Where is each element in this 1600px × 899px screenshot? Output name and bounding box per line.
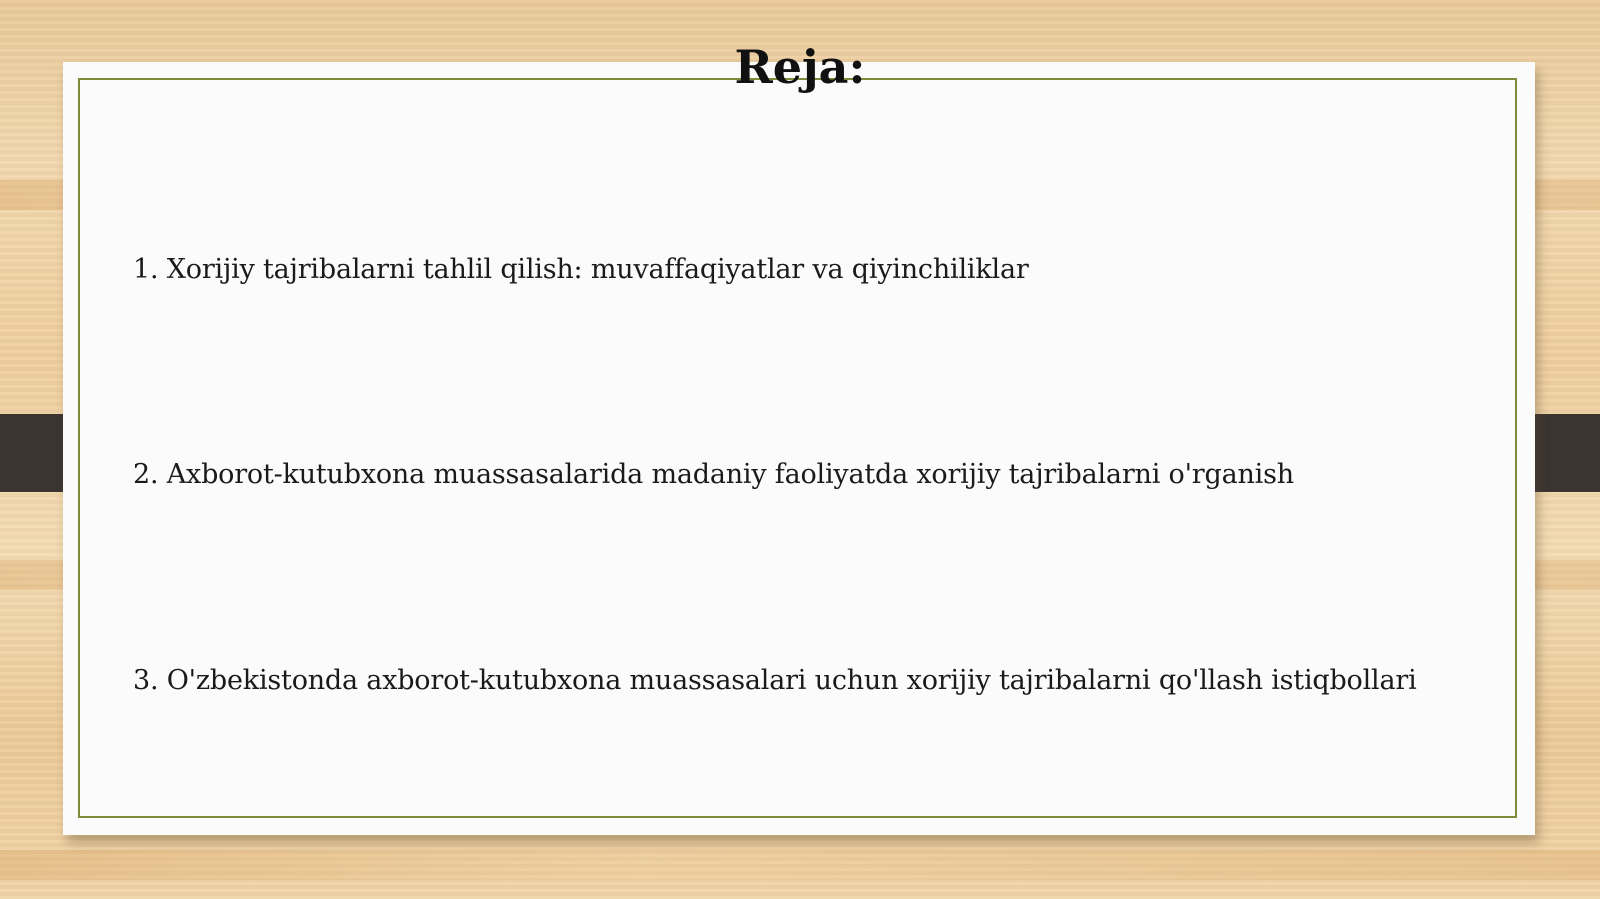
slide-frame: [78, 78, 1517, 818]
plan-item-2: 2. Axborot-kutubxona muassasalarida madaniy faoliyatda xorijiy tajribalarni o'rganish: [133, 459, 1294, 490]
plan-item-3: 3. O'zbekistonda axborot-kutubxona muassasalari uchun xorijiy tajribalarni qo'llash istiqbollari: [133, 665, 1417, 696]
wood-grain: [0, 850, 1600, 880]
slide-title: Reja:: [734, 40, 866, 94]
plan-item-1: 1. Xorijiy tajribalarni tahlil qilish: muvaffaqiyatlar va qiyinchiliklar: [133, 254, 1029, 285]
